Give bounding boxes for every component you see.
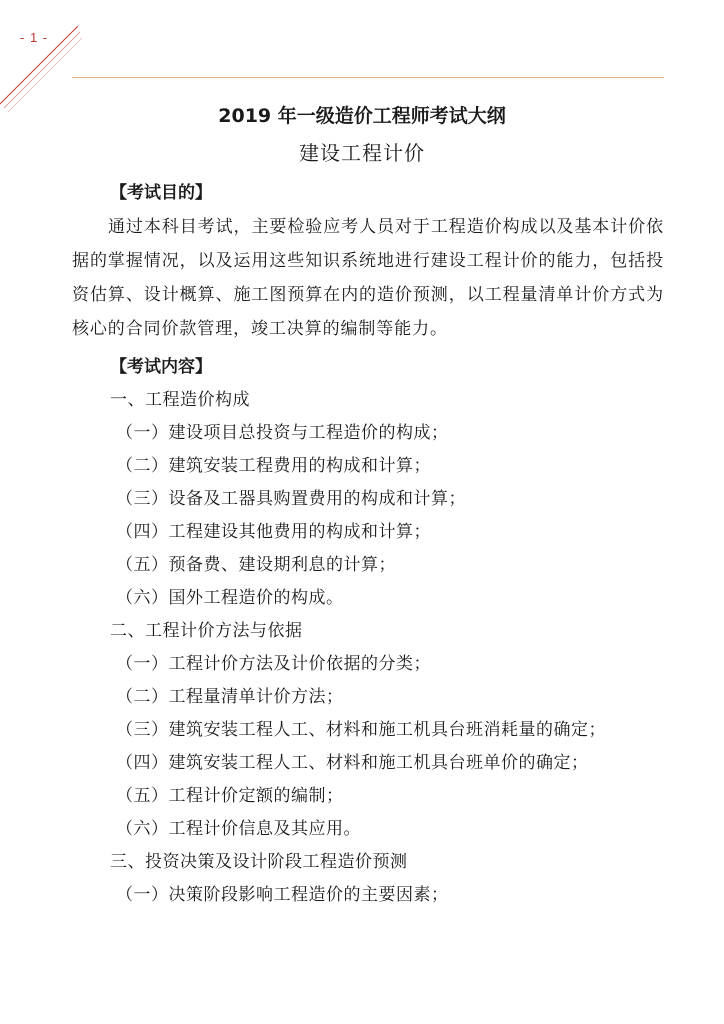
- outline-subitem: （一）决策阶段影响工程造价的主要因素；: [116, 885, 449, 905]
- corner-line-2: [4, 32, 80, 108]
- outline-subitem: （二）工程量清单计价方法；: [116, 687, 344, 707]
- corner-line-1: [0, 26, 78, 104]
- header-rule: [72, 77, 664, 78]
- content-heading: 【考试内容】: [110, 357, 212, 377]
- outline-subitem: （五）工程计价定额的编制；: [116, 786, 344, 806]
- outline-subitem: （四）建筑安装工程人工、材料和施工机具台班单价的确定；: [116, 753, 589, 773]
- document-subtitle: 建设工程计价: [299, 141, 425, 165]
- outline-subitem: （六）工程计价信息及其应用。: [116, 819, 361, 839]
- outline-subitem: （三）建筑安装工程人工、材料和施工机具台班消耗量的确定；: [116, 720, 606, 740]
- outline-subitem: （五）预备费、建设期利息的计算；: [116, 555, 396, 575]
- exam-content-outline: [72, 384, 664, 912]
- page-number: - 1 -: [20, 30, 49, 45]
- outline-subitem: （三）设备及工器具购置费用的构成和计算；: [116, 489, 466, 509]
- outline-subitem: （一）工程计价方法及计价依据的分类；: [116, 654, 431, 674]
- outline-subitem: （四）工程建设其他费用的构成和计算；: [116, 522, 431, 542]
- document-body: [72, 176, 664, 912]
- outline-chapter: 二、工程计价方法与依据: [110, 621, 303, 641]
- purpose-paragraph: 通过本科目考试，主要检验应考人员对于工程造价构成以及基本计价依据的掌握情况，以及运用这些知识系统地进行建设工程计价的能力，包括投资估算、设计概算、施工图预算在内的造价预测，以工程量清单计价方式为核心的合同价款管理，竣工决算的编制等能力。: [72, 217, 664, 339]
- outline-chapter: 三、投资决策及设计阶段工程造价预测: [110, 852, 408, 872]
- outline-subitem: （六）国外工程造价的构成。: [116, 588, 344, 608]
- outline-chapter: 一、工程造价构成: [110, 390, 250, 410]
- outline-subitem: （二）建筑安装工程费用的构成和计算；: [116, 456, 431, 476]
- outline-subitem: （一）建设项目总投资与工程造价的构成；: [116, 423, 449, 443]
- purpose-heading: 【考试目的】: [110, 183, 212, 203]
- document-title: 2019 年一级造价工程师考试大纲: [218, 105, 506, 127]
